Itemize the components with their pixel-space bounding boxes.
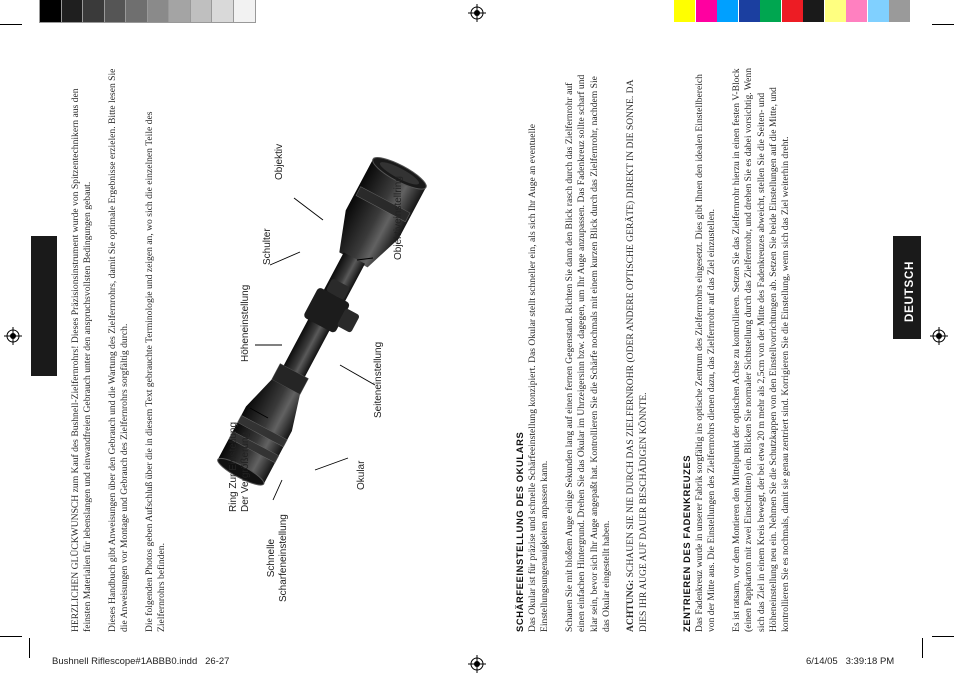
section-okular-paragraph-1: Das Okular ist für präzise und schnelle Schärfeeinstellung konzipiert. Das Okular stellt schneller ein, als sich Ihr Auge an eventuelle Einstellungsungenauigkeiten anpassen kann. [527, 123, 551, 632]
warning-paragraph [625, 67, 650, 632]
section-fadenkreuz-paragraph-2: Es ist ratsam, vor dem Montieren den Mittelpunkt der optischen Achse zu kontrollieren. Setzen Sie das Zielfernrohr hierzu in einen festen V-Block (einen Pappkarton mit zwei Einschnitten) ein. Blicken Sie normaler Sichtstellung durch das Zielfernrohr, und drehen Sie es dabei vorsichtig. Wenn sich das Ziel in einem Kreis bewegt, der bei etwa 20 m mehr als 2,5cm von der Mitte des Fadenkreuzes abweicht, stellen Sie die Seiten- und Höheneinstellung neu ein. Nehmen Sie die Schutzkappen von den Einstellvorrichtungen ab. Setzen Sie beide Einstellungen auf die Mitte, und kontrollieren Sie es nochmals, damit sie genau zentriert sind. Korrigieren Sie die Einstellung, wenn sich das Ziel weiterhin dreht. [730, 67, 792, 632]
section-heading-okular: SCHÄRFEEINSTELLUNG DES OKULARS [514, 431, 525, 632]
section-fadenkreuz [681, 67, 793, 632]
label-okular: Okular [356, 460, 367, 490]
label-objektiv: Objektiv [274, 143, 285, 180]
footer-timestamp: 6/14/05 3:39:18 PM [806, 656, 895, 667]
label-ring-vergroesserung: Ring Zur Einstellung Der Vergrößerung [228, 421, 251, 512]
label-schnelle-scharfeneinstellung: Schnelle Scharfeneinstellung [266, 514, 289, 602]
label-seiteneinstellung: Seiteneinstellung [373, 341, 384, 418]
intro-paragraph-2: Dieses Handbuch gibt Anweisungen über den Gebrauch und die Wartung des Zielfernrohrs, damit Sie optimale Ergebnisse erzielen. Bitte lesen Sie die Anweisungen vor Montage und Gebrauch des Zielfernrohrs sorgfältig durch. [106, 68, 131, 632]
section-heading-fadenkreuz: ZENTRIEREN DES FADENKREUZES [681, 454, 692, 632]
label-hoeheneinstellung: Höheneinstellung [240, 284, 251, 362]
section-fadenkreuz-paragraph-1: Das Fadenkreuz wurde in unserer Fabrik sorgfältig ins optische Zentrum des Zielfernrohrs eingesetzt. Dies gibt Ihnen den idealen Einstellbereich von der Mitte aus. Die Einstellungen des Zielfernrohrs dienen dazu, das Zielfernrohr auf das Ziel einzustellen. [694, 74, 718, 632]
section-okular-paragraph-2: Schauen Sie mit bloßem Auge einige Sekunden lang auf einen fernen Gegenstand. Richten Sie dann den Blick rasch durch das Zielfernrohr auf einen einfachen Hintergrund. Drehen Sie das Okular im Uhrzeigersinn bzw. dagegen, um Ihr Auge anzupassen. Das Fadenkreuz sollte scharf und klar sein, bevor sich Ihr Auge angepaßt hat. Kontrollieren Sie die Schärfe nochmals mit einem kurzen Blick durch das Zielfernrohr, nachdem Sie das Okular eingestellt haben. [563, 74, 613, 632]
language-tab-label: DEUTSCH [904, 260, 916, 322]
warning-label: ACHTUNG: [625, 579, 637, 632]
intro-paragraph-1: HERZLICHEN GLÜCKWUNSCH zum Kauf des Bushnell-Zielfernrohrs! Dieses Präzisionsinstrument wurde von Spitzentechnikern aus den feinsten Materialien für lebenslangen und einwandfreien Gebrauch unter den anspruchsvollsten Bedingungen gebaut. [70, 88, 94, 632]
label-schulter: Schulter [262, 228, 273, 265]
section-okular [514, 67, 650, 632]
intro-paragraph-3: Die folgenden Photos geben Aufschluß über die in diesem Text gebrauchte Terminologie und zeigen an, wo sich die einzelnen Teile des Zielfernrohrs befinden. [143, 111, 168, 632]
label-objektiveinstellring: Objektiveinstellring [393, 176, 404, 260]
footer-file-info: Bushnell Riflescope#1ABBB0.indd 26-27 [52, 656, 230, 667]
warning-text: SCHAUEN SIE NIE DURCH DAS ZIELFERNROHR (ODER ANDERE OPTISCHE GERÄTE) DIREKT IN DIE SONNE. DA DIES IHR AUGE AUF DAUER BESCHÄDIGEN KÖNNTE. [625, 80, 649, 632]
